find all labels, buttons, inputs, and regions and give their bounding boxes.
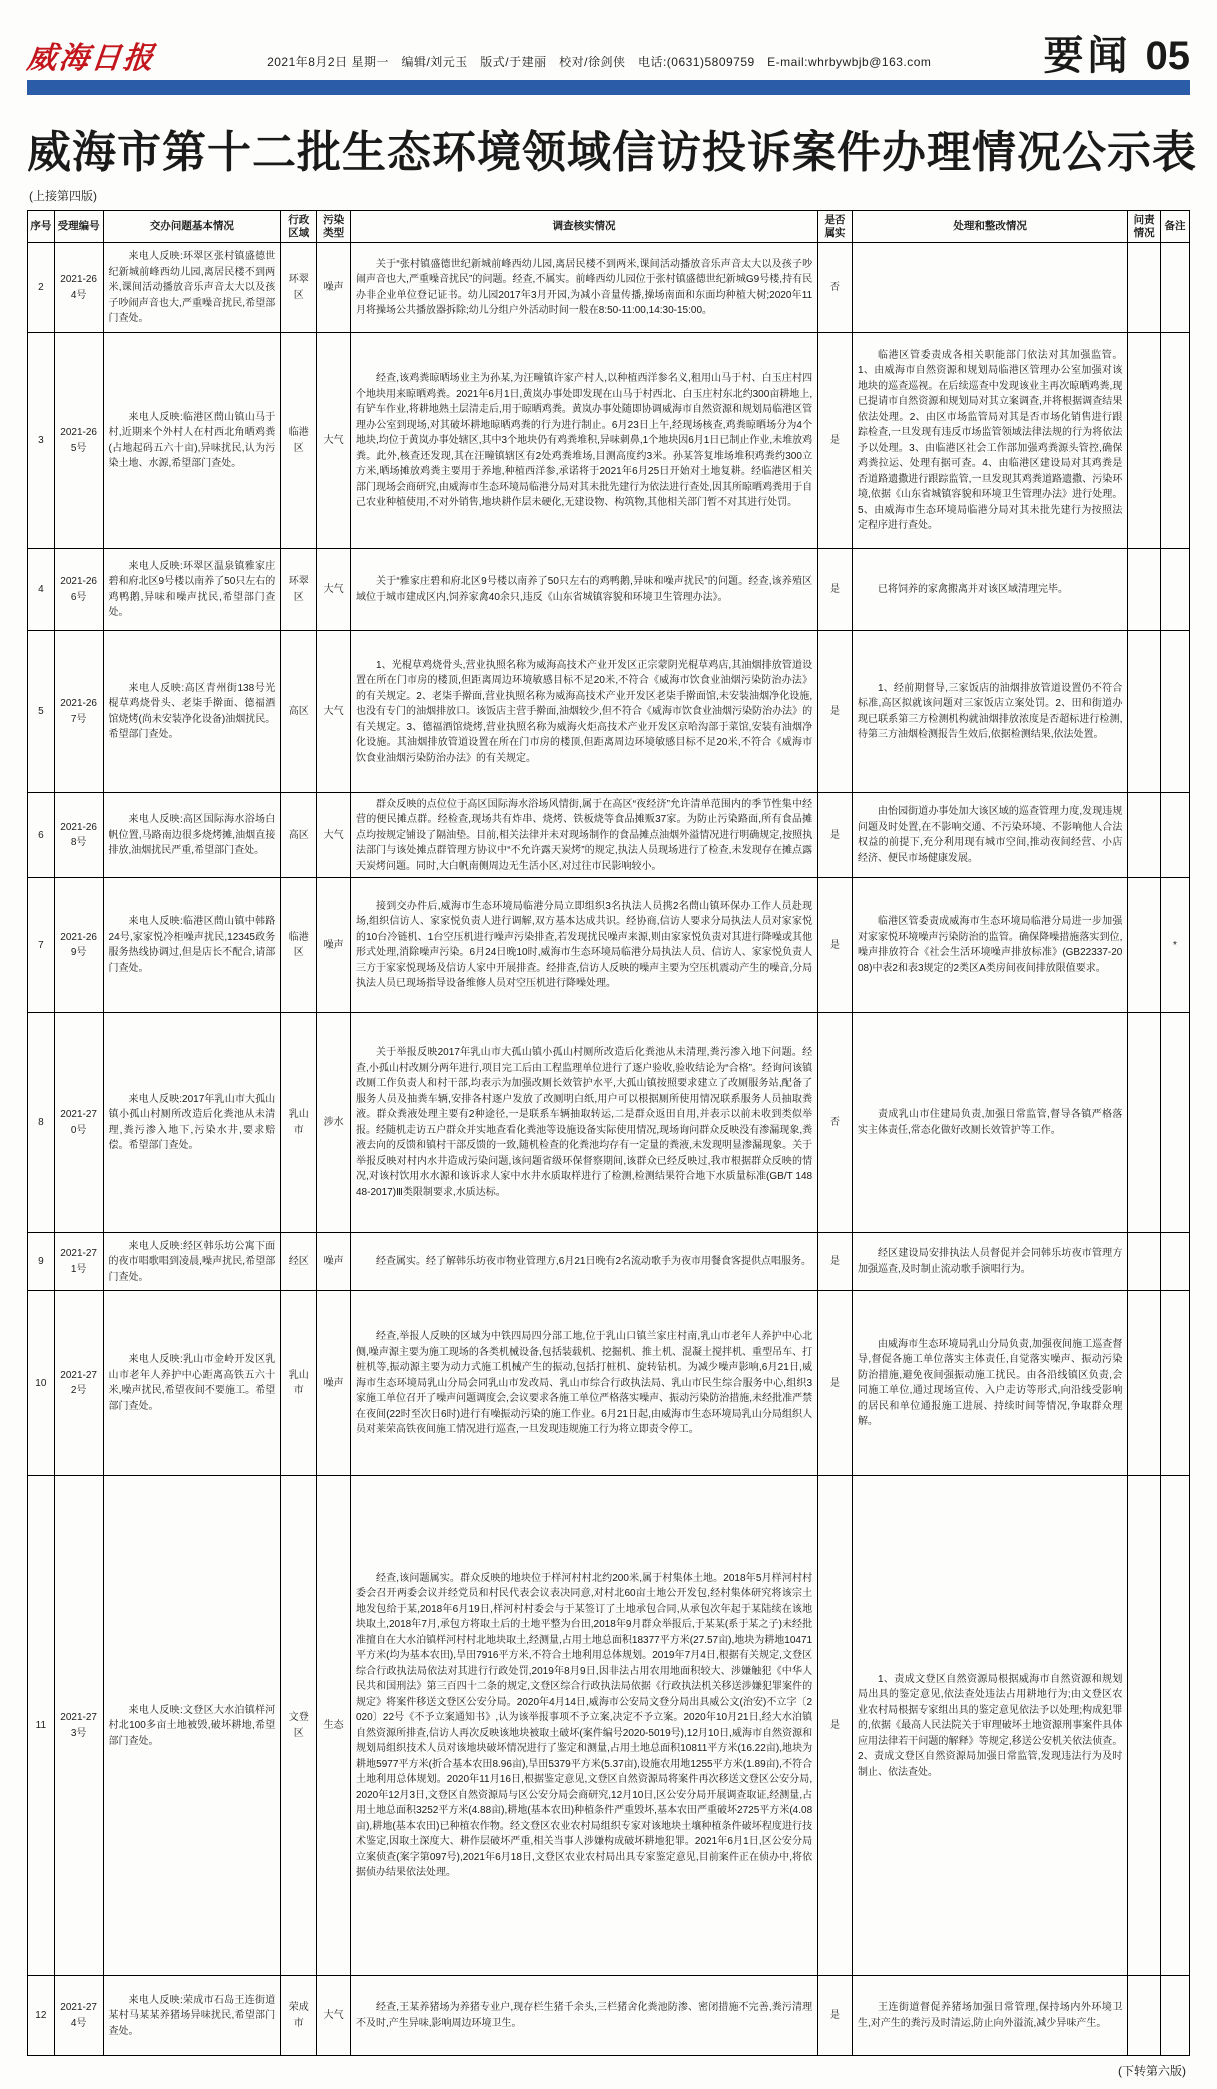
cell-case-no: 2021-269号 bbox=[54, 878, 103, 1013]
cell-seq: 12 bbox=[28, 1976, 55, 2056]
cell-issue: 来电人反映:荣成市石岛王连街道某村马某某养猪场异味扰民,希望部门查处。 bbox=[103, 1976, 281, 2056]
cell-note bbox=[1160, 1013, 1189, 1233]
cell-region: 文登区 bbox=[281, 1476, 317, 1976]
cell-accountability bbox=[1128, 1291, 1161, 1476]
col-case-no: 受理编号 bbox=[54, 211, 103, 243]
col-seq: 序号 bbox=[28, 211, 55, 243]
continued-to-note: (下转第六版) bbox=[1118, 2064, 1186, 2079]
cell-handling: 已将饲养的家禽搬离并对该区域清理完毕。 bbox=[852, 549, 1127, 631]
cell-handling: 王连街道督促养猪场加强日常管理,保持场内外环境卫生,对产生的粪污及时清运,防止向外溢流,减少异味产生。 bbox=[852, 1976, 1127, 2056]
cell-accountability bbox=[1128, 1013, 1161, 1233]
cell-verified: 是 bbox=[818, 549, 853, 631]
cell-case-no: 2021-268号 bbox=[54, 793, 103, 878]
page-number: 05 bbox=[1145, 34, 1190, 78]
case-table-body bbox=[28, 243, 1190, 2056]
cell-investigation: 1、光棍草鸡烧骨头,营业执照名称为威海高技术产业开发区正宗蒙阴光棍草鸡店,其油烟排放管道设置在所在门市房的楼顶,但距离周边环境敏感目标不足20米,不符合《威海市饮食业油烟污染防治办法》的有关规定。2、老柒手擀面,营业执照名称为威海高技术产业开发区老柒手擀面馆,未安装油烟净化设施,也没有专门的油烟排放口。该饭店主营手擀面,油烟较少,但不符合《威海市饮食业油烟污染防治办法》的有关规定。3、德福酒馆烧烤,营业执照名称为威海火炬高技术产业开发区京哈沟部于菜馆,安装有油烟净化设施。其油烟排放管道设置在所在门市房的楼顶,但距离周边环境敏感目标不足20米,不符合《威海市饮食业油烟污染防治办法》的有关规定。 bbox=[351, 631, 818, 793]
col-accountability: 问责情况 bbox=[1128, 211, 1161, 243]
cell-verified: 是 bbox=[818, 793, 853, 878]
cell-type: 大气 bbox=[317, 549, 351, 631]
cell-issue: 来电人反映:乳山市金岭开发区乳山市老年人养护中心距离高铁五六十米,噪声扰民,希望夜间不要施工。希望部门查处。 bbox=[103, 1291, 281, 1476]
cell-region: 临港区 bbox=[281, 878, 317, 1013]
cell-issue: 来电人反映:环翠区张村镇盛德世纪新城前峰西幼儿园,离居民楼不到两米,课间活动播放音乐声音太大以及孩子吵闹声音也大,严重噪音扰民,希望部门查处。 bbox=[103, 243, 281, 333]
case-row bbox=[28, 1476, 1190, 1976]
case-row bbox=[28, 631, 1190, 793]
header-divider-bar bbox=[27, 80, 1190, 95]
cell-note bbox=[1160, 1476, 1189, 1976]
cell-type: 噪声 bbox=[317, 878, 351, 1013]
cell-handling: 1、经前期督导,三家饭店的油烟排放管道设置仍不符合标准,高区拟就该问题对三家饭店立案处罚。2、田和街道办现已联系第三方检测机构就油烟排放浓度是否超标进行检测,待第三方油烟检测报告生效后,依据检测结果,依法处置。 bbox=[852, 631, 1127, 793]
cell-accountability bbox=[1128, 631, 1161, 793]
cell-verified: 是 bbox=[818, 1976, 853, 2056]
cell-investigation: 经查属实。经了解韩乐坊夜市物业管理方,6月21日晚有2名流动歌手为夜市用餐食客提供点唱服务。 bbox=[351, 1233, 818, 1291]
cell-region: 荣成市 bbox=[281, 1976, 317, 2056]
cell-verified: 否 bbox=[818, 243, 853, 333]
cell-issue: 来电人反映:2017年乳山市大孤山镇小孤山村厕所改造后化粪池从未清理,粪污渗入地下,污染水井,要求赔偿。希望部门查处。 bbox=[103, 1013, 281, 1233]
cell-handling: 责成乳山市住建局负责,加强日常监管,督导各镇严格落实主体责任,常态化做好改厕长效管护等工作。 bbox=[852, 1013, 1127, 1233]
col-type: 污染类型 bbox=[317, 211, 351, 243]
cell-accountability bbox=[1128, 333, 1161, 549]
cell-region: 高区 bbox=[281, 793, 317, 878]
cell-handling: 由怡园街道办事处加大该区域的巡查管理力度,发现违规问题及时处置,在不影响交通、不污染环境、不影响他人合法权益的前提下,充分利用现有城市空间,推动夜间经营、小店经济、便民市场健康发展。 bbox=[852, 793, 1127, 878]
cell-accountability bbox=[1128, 1233, 1161, 1291]
cell-note bbox=[1160, 1233, 1189, 1291]
cell-case-no: 2021-270号 bbox=[54, 1013, 103, 1233]
cell-seq: 5 bbox=[28, 631, 55, 793]
cell-verified: 是 bbox=[818, 1233, 853, 1291]
cell-region: 乳山市 bbox=[281, 1291, 317, 1476]
cell-issue: 来电人反映:高区青州街138号光棍草鸡烧骨头、老柒手擀面、德福酒馆烧烤(尚未安装净化设备)油烟扰民。希望部门查处。 bbox=[103, 631, 281, 793]
col-verified: 是否属实 bbox=[818, 211, 853, 243]
cell-region: 临港区 bbox=[281, 333, 317, 549]
cell-investigation: 经查,该鸡粪晾晒场业主为孙某,为汪疃镇许家产村人,以种植西洋参名义,租用山马于村、白玉庄村四个地块用来晾晒鸡粪。2021年6月1日,黄岚办事处即发现在山马于村西北、白玉庄村东北约300亩耕地上,有铲车作业,将耕地熟土层清走后,用于晾晒鸡粪。黄岚办事处随即协调威海市自然资源和规划局临港区管理办公室到现场,对其破坏耕地晾晒鸡粪的行为进行制止。6月23日上午,经现场核查,鸡粪晾晒场分为4个地块,均位于黄岚办事处辖区,其中3个地块仍有鸡粪堆积,异味刺鼻,1个地块因6月1日已制止作业,未堆放鸡粪。此外,核查还发现,其在汪疃镇辖区有2处鸡粪堆场,目测高度约3米。孙某答复堆场堆积鸡粪约300立方米,晒场摊放鸡粪主要用于养地,种植西洋参,承诺将于2021年6月25日开始对土地复耕。经临港区相关部门现场会商研究,由威海市生态环境局临港分局对其未批先建行为依法进行查处,因其所晾晒鸡粪用于自己农业种植使用,不对外销售,地块耕作层未硬化,无建设物、构筑物,其他相关部门暂不对其进行处罚。 bbox=[351, 333, 818, 549]
cell-seq: 2 bbox=[28, 243, 55, 333]
cell-verified: 否 bbox=[818, 1013, 853, 1233]
cell-issue: 来电人反映:环翠区温泉镇雅家庄碧和府北区9号楼以南养了50只左右的鸡鸭鹅,异味和噪声扰民,希望部门查处。 bbox=[103, 549, 281, 631]
col-region: 行政区域 bbox=[281, 211, 317, 243]
case-row bbox=[28, 333, 1190, 549]
cell-type: 大气 bbox=[317, 1976, 351, 2056]
case-row bbox=[28, 878, 1190, 1013]
section-title: 要闻 bbox=[1043, 34, 1132, 78]
cell-case-no: 2021-273号 bbox=[54, 1476, 103, 1976]
cell-investigation: 群众反映的点位位于高区国际海水浴场风情街,属于在高区“夜经济”允许清单范围内的季节性集中经营的便民摊点群。经检查,现场共有炸串、烧烤、铁板烧等食品摊贩37家。为防止污染路面,所有食品摊点均按规定铺设了隔油垫。目前,相关法律并未对现场制作的食品摊点油烟外溢情况进行明确规定,按照执法部门与该处摊点群管理方协议中“不允许露天炭烤”的规定,执法人员现场进行了检查,未发现存在摊点露天炭烤问题。同时,大白帆南侧周边无生活小区,对过往市民影响较小。 bbox=[351, 793, 818, 878]
case-row bbox=[28, 793, 1190, 878]
cell-note bbox=[1160, 243, 1189, 333]
cell-note bbox=[1160, 793, 1189, 878]
case-row bbox=[28, 1976, 1190, 2056]
col-handling: 处理和整改情况 bbox=[852, 211, 1127, 243]
cell-region: 环翠区 bbox=[281, 549, 317, 631]
cell-type: 噪声 bbox=[317, 243, 351, 333]
cell-verified: 是 bbox=[818, 878, 853, 1013]
article-title: 威海市第十二批生态环境领域信访投诉案件办理情况公示表 bbox=[27, 128, 1197, 177]
cell-region: 高区 bbox=[281, 631, 317, 793]
cell-case-no: 2021-271号 bbox=[54, 1233, 103, 1291]
page-header bbox=[27, 22, 1190, 95]
cell-type: 大气 bbox=[317, 793, 351, 878]
cell-handling: 临港区管委责成威海市生态环境局临港分局进一步加强对家家悦环境噪声污染防治的监管。确保降噪措施落实到位,噪声排放符合《社会生活环境噪声排放标准》(GB22337-2008)中表2和表3规定的2类区A类房间夜间排放限值要求。 bbox=[852, 878, 1127, 1013]
cell-type: 大气 bbox=[317, 631, 351, 793]
cell-verified: 是 bbox=[818, 1291, 853, 1476]
publication-info-line: 2021年8月2日 星期一 编辑/刘元玉 版式/于建丽 校对/徐剑侠 电话:(0631)5809759 E-mail:whrbywbjb@163.com bbox=[267, 55, 932, 69]
cell-investigation: 关于“张村镇盛德世纪新城前峰西幼儿园,离居民楼不到两米,课间活动播放音乐声音太大以及孩子吵闹声音也大,严重噪音扰民”的问题。经查,不属实。前峰西幼儿园位于张村镇盛德世纪新城G9号楼,持有民办非企业单位登记证书。幼儿园2017年3月开园,为减小音量传播,操场南面和东面均种植大树;2020年11月将操场公共播放器拆除;幼儿分组户外活动时间一般在8:50-11:00,14:30-15:00。 bbox=[351, 243, 818, 333]
cell-investigation: 关于“雅家庄碧和府北区9号楼以南养了50只左右的鸡鸭鹅,异味和噪声扰民”的问题。经查,该养殖区域位于城市建成区内,饲养家禽40余只,违反《山东省城镇容貌和环境卫生管理办法》。 bbox=[351, 549, 818, 631]
cell-region: 乳山市 bbox=[281, 1013, 317, 1233]
continued-from-note: (上接第四版) bbox=[29, 189, 97, 204]
case-row bbox=[28, 1013, 1190, 1233]
col-note: 备注 bbox=[1160, 211, 1189, 243]
cell-investigation: 经查,王某养猪场为养猪专业户,现存栏生猪千余头,三栏猪舍化粪池防渗、密闭措施不完善,粪污清理不及时,产生异味,影响周边环境卫生。 bbox=[351, 1976, 818, 2056]
case-row bbox=[28, 549, 1190, 631]
cell-seq: 3 bbox=[28, 333, 55, 549]
newspaper-logo: 威海日报 bbox=[25, 41, 157, 76]
cell-case-no: 2021-264号 bbox=[54, 243, 103, 333]
cell-issue: 来电人反映:临港区蔄山镇中韩路24号,家家悦冷柜噪声扰民,12345政务服务热线协调过,但是店长不配合,请部门查处。 bbox=[103, 878, 281, 1013]
cell-handling: 由威海市生态环境局乳山分局负责,加强夜间施工巡查督导,督促各施工单位落实主体责任,自觉落实噪声、振动污染防治措施,避免夜间强振动施工扰民。由各沿线镇区负责,会同施工单位,通过现场宣传、入户走访等形式,向沿线受影响的居民和单位通报施工进展、持续时间等情况,争取群众理解。 bbox=[852, 1291, 1127, 1476]
cell-case-no: 2021-272号 bbox=[54, 1291, 103, 1476]
cell-seq: 11 bbox=[28, 1476, 55, 1976]
case-table-header bbox=[28, 211, 1190, 243]
cell-issue: 来电人反映:经区韩乐坊公寓下面的夜市唱歌唱到凌晨,噪声扰民,希望部门查处。 bbox=[103, 1233, 281, 1291]
cell-investigation: 经查,举报人反映的区域为中铁四局四分部工地,位于乳山口镇兰家庄村南,乳山市老年人养护中心北侧,噪声源主要为施工现场的各类机械设备,包括装载机、挖掘机、推土机、混凝土搅拌机、重型吊车、打桩机等,振动源主要为动力式施工机械产生的振动,包括打桩机、旋转钻机。为减少噪声影响,6月21日,威海市生态环境局乳山分局会同乳山市发改局、乳山市综合行政执法局、乳山市民生综合服务中心,组织3家施工单位召开了噪声问题调度会,会议要求各施工单位严格落实噪声、振动污染防治措施,未经批准严禁在夜间(22时至次日6时)进行有噪振动污染的施工作业。6月21日起,由威海市生态环境局乳山分局组织人员对莱荣高铁夜间施工情况进行巡查,一旦发现违规施工行为将立即责令停工。 bbox=[351, 1291, 818, 1476]
cell-seq: 10 bbox=[28, 1291, 55, 1476]
cell-accountability bbox=[1128, 243, 1161, 333]
cell-case-no: 2021-267号 bbox=[54, 631, 103, 793]
case-row bbox=[28, 1233, 1190, 1291]
cell-region: 经区 bbox=[281, 1233, 317, 1291]
col-investigation: 调查核实情况 bbox=[351, 211, 818, 243]
cell-accountability bbox=[1128, 1976, 1161, 2056]
case-row bbox=[28, 243, 1190, 333]
cell-handling bbox=[852, 243, 1127, 333]
cell-note bbox=[1160, 549, 1189, 631]
case-row bbox=[28, 1291, 1190, 1476]
cell-handling: 临港区管委责成各相关职能部门依法对其加强监管。1、由威海市自然资源和规划局临港区管理办公室加强对该地块的巡查巡视。在后续巡查中发现该业主再次晾晒鸡粪,现已提请市自然资源和规划局对其立案调查,并将根据调查结果依法处理。2、由区市场监管局对其是否市场化销售进行跟踪检查,一旦发现有违反市场监管领域法律法规的行为将依法予以处理。3、由临港区社会工作部加强鸡粪源头管控,确保鸡粪拉运、处理有据可查。4、由临港区建设局对其鸡粪是否道路遗撒进行跟踪监管,一旦发现其鸡粪道路遗撒、污染环境,依据《山东省城镇容貌和环境卫生管理办法》进行处理。5、由威海市生态环境局临港分局对其未批先建行为按照法定程序进行查处。 bbox=[852, 333, 1127, 549]
cell-accountability bbox=[1128, 1476, 1161, 1976]
cell-region: 环翠区 bbox=[281, 243, 317, 333]
cell-type: 噪声 bbox=[317, 1291, 351, 1476]
cell-issue: 来电人反映:高区国际海水浴场白帆位置,马路南边很多烧烤摊,油烟直接排放,油烟扰民严重,希望部门查处。 bbox=[103, 793, 281, 878]
cell-verified: 是 bbox=[818, 631, 853, 793]
cell-handling: 1、责成文登区自然资源局根据威海市自然资源和规划局出具的鉴定意见,依法查处违法占用耕地行为;由文登区农业农村局根据专家组出具的鉴定意见依法予以处理;构成犯罪的,依据《最高人民法院关于审理破坏土地资源刑事案件具体应用法律若干问题的解释》等规定,移送公安机关依法侦查。2、责成文登区自然资源局加强日常监管,发现违法行为及时制止、依法查处。 bbox=[852, 1476, 1127, 1976]
cell-case-no: 2021-274号 bbox=[54, 1976, 103, 2056]
cell-seq: 4 bbox=[28, 549, 55, 631]
cell-note bbox=[1160, 631, 1189, 793]
cell-seq: 9 bbox=[28, 1233, 55, 1291]
cell-note: * bbox=[1160, 878, 1189, 1013]
cell-case-no: 2021-265号 bbox=[54, 333, 103, 549]
cell-seq: 6 bbox=[28, 793, 55, 878]
cell-accountability bbox=[1128, 793, 1161, 878]
cell-accountability bbox=[1128, 549, 1161, 631]
cell-investigation: 接到交办件后,威海市生态环境局临港分局立即组织3名执法人员携2名蔄山镇环保办工作人员赴现场,组织信访人、家家悦负责人进行调解,双方基本达成共识。经协商,信访人要求分局执法人员对家家悦的10台冷链机、1台空压机进行噪声污染排查,若发现扰民噪声来源,则由家家悦负责对其进行降噪或其他形式处理,消除噪声污染。6月24日晚10时,威海市生态环境局临港分局执法人员、信访人、家家悦负责人三方于家家悦现场及信访人家中开展排查。经排查,信访人反映的噪声主要为空压机震动产生的噪音,分局执法人员已现场指导设备维修人员对空压机进行降噪处理。 bbox=[351, 878, 818, 1013]
cell-type: 噪声 bbox=[317, 1233, 351, 1291]
cell-note bbox=[1160, 1976, 1189, 2056]
case-table bbox=[27, 210, 1190, 2056]
cell-verified: 是 bbox=[818, 1476, 853, 1976]
cell-issue: 来电人反映:临港区蔄山镇山马于村,近期来个外村人在村西北角晒鸡粪(占地起码五六十亩),异味扰民,认为污染土地、水源,希望部门查处。 bbox=[103, 333, 281, 549]
cell-verified: 是 bbox=[818, 333, 853, 549]
col-issue: 交办问题基本情况 bbox=[103, 211, 281, 243]
cell-type: 生态 bbox=[317, 1476, 351, 1976]
cell-issue: 来电人反映:文登区大水泊镇样河村北100多亩土地被毁,破坏耕地,希望部门查处。 bbox=[103, 1476, 281, 1976]
cell-note bbox=[1160, 333, 1189, 549]
cell-handling: 经区建设局安排执法人员督促并会同韩乐坊夜市管理方加强巡查,及时制止流动歌手演唱行为。 bbox=[852, 1233, 1127, 1291]
cell-note bbox=[1160, 1291, 1189, 1476]
cell-seq: 7 bbox=[28, 878, 55, 1013]
cell-case-no: 2021-266号 bbox=[54, 549, 103, 631]
cell-investigation: 经查,该问题属实。群众反映的地块位于样河村村北约200米,属于村集体土地。2018年5月样河村村委会召开两委会议并经党员和村民代表会议表决同意,对村北60亩土地公开发包,经村集体研究将该宗土地发包给于某,2018年6月19日,样河村村委会与于某签订了土地承包合同,从承包次年起于某陆续在该地块取土,2018年7月,承包方将取土后的土地平整为台田,2018年9月群众举报后,于某某(系于某之子)未经批准擅自在大水泊镇样河村村北地块取土,经测量,占用土地总面积18377平方米(27.57亩),地块为耕地10471平方米(均为基本农田),旱田7916平方米,不符合土地利用总体规划。2019年7月4日,根据有关规定,文登区综合行政执法局依法对其进行行政处罚,2019年8月9日,因非法占用农用地面积较大、涉嫌触犯《中华人民共和国刑法》第三百四十二条的规定,文登区综合行政执法局依据《行政执法机关移送涉嫌犯罪案件的规定》将案件移送文登区公安分局。2020年4月14日,威海市公安局文登分局出具威公文(治安)不立字〔2020〕22号《不予立案通知书》,认为该举报事项不予立案,决定不予立案。2020年10月21日,经大水泊镇自然资源所排查,信访人再次反映该地块被取土破坏(案件编号2020-5019号),12月10日,威海市自然资源和规划局组织技术人员对该地块破坏情况进行了鉴定和测量,占用土地总面积10811平方米(16.22亩),地块为耕地5977平方米(折合基本农田8.96亩),旱田5379平方米(5.37亩),设施农用地1255平方米(1.89亩),不符合土地利用总体规划。2020年11月16日,根据鉴定意见,文登区自然资源局将案件再次移送文登区公安分局,2020年12月3日,文登区自然资源局与区公安分局会商研究,12月10日,区公安分局开展调查取证,经测量,占用土地总面积3252平方米(4.88亩),耕地(基本农田)种植条件严重毁坏,基本农田严重破坏2725平方米(4.08亩),耕地(基本农田)已种植农作物。经文登区农业农村局组织专家对该地块土壤种植条件破坏程度进行技术鉴定,因取土深度大、耕作层破坏严重,相关当事人涉嫌构成破坏耕地犯罪。2021年6月1日,区公安分局立案侦查(案字第097号),2021年6月18日,文登区农业农村局出具专家鉴定意见,目前案件正在侦办中,将依据侦办结果依法处理。 bbox=[351, 1476, 818, 1976]
cell-type: 涉水 bbox=[317, 1013, 351, 1233]
cell-type: 大气 bbox=[317, 333, 351, 549]
header-row bbox=[28, 211, 1190, 243]
cell-seq: 8 bbox=[28, 1013, 55, 1233]
cell-accountability bbox=[1128, 878, 1161, 1013]
cell-investigation: 关于举报反映2017年乳山市大孤山镇小孤山村厕所改造后化粪池从未清理,粪污渗入地下问题。经查,小孤山村改厕分两年进行,项目完工后由工程监理单位进行了逐户验收,验收结论为“合格”。经询问该镇改厕工作负责人和村干部,均表示为加强改厕长效管护水平,大孤山镇按照要求建立了改厕服务站,配备了服务人员及抽粪车辆,安排各村逐户发放了改厕明白纸,用户可以根据厕所使用情况联系服务人员抽取粪液。群众粪液处理主要有2种途径,一是联系车辆抽取转运,二是群众返田自用,并表示以前未收到类似举报。经随机走访五户群众并实地查看化粪池等设施设备实际使用情况,现场询问群众反映没有渗漏现象,粪液去向的反馈和镇村干部反馈的一致,随机检查的化粪池均存有一定量的粪液,未发现明显渗漏现象。关于举报反映对村内水井造成污染问题,该问题省级环保督察期间,该群众已经反映过,我市根据群众反映的情况,对该村饮用水水源和该诉求人家中水井水质取样进行了检测,检测结果符合地下水质量标准(GB/T 14848-2017)Ⅲ类限制要求,水质达标。 bbox=[351, 1013, 818, 1233]
